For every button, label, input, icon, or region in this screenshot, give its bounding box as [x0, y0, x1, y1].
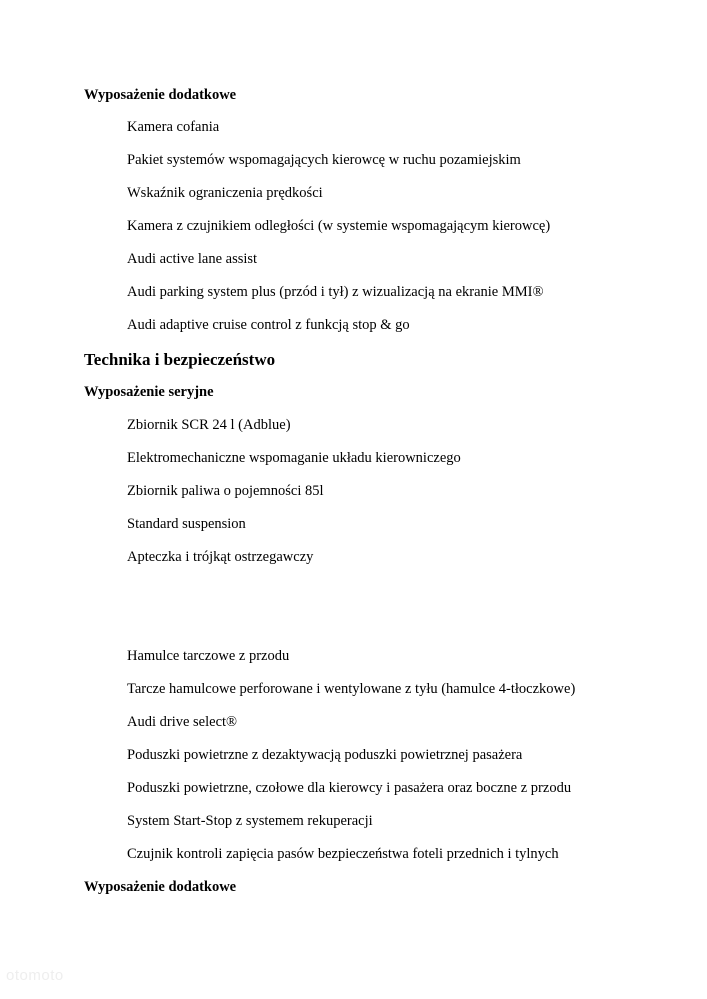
list-item: Poduszki powietrzne, czołowe dla kierowcy i pasażera oraz boczne z przodu — [127, 780, 572, 796]
list-item: Elektromechaniczne wspomaganie układu kierowniczego — [127, 450, 461, 466]
list-item: Audi drive select® — [127, 714, 238, 730]
list-item: Poduszki powietrzne z dezaktywacją poduszki powietrznej pasażera — [127, 747, 523, 763]
list-item: Standard suspension — [127, 516, 246, 532]
list-item: Zbiornik paliwa o pojemności 85l — [127, 483, 324, 499]
list-item: Zbiornik SCR 24 l (Adblue) — [127, 417, 291, 433]
watermark-logo: otomoto — [6, 967, 64, 984]
list-item: Tarcze hamulcowe perforowane i wentylowane z tyłu (hamulce 4-tłoczkowe) — [127, 681, 576, 697]
list-item: System Start-Stop z systemem rekuperacji — [127, 813, 373, 829]
list-item: Hamulce tarczowe z przodu — [127, 648, 290, 664]
list-item: Wskaźnik ograniczenia prędkości — [127, 185, 323, 201]
list-item: Audi active lane assist — [127, 251, 258, 267]
section-heading-additional-equipment-2: Wyposażenie dodatkowe — [84, 879, 237, 895]
list-item: Czujnik kontroli zapięcia pasów bezpieczeństwa foteli przednich i tylnych — [127, 846, 559, 862]
list-item: Pakiet systemów wspomagających kierowcę w ruchu pozamiejskim — [127, 152, 521, 168]
section-heading-additional-equipment: Wyposażenie dodatkowe — [84, 87, 237, 103]
list-item: Audi adaptive cruise control z funkcją stop & go — [127, 317, 410, 333]
list-item: Apteczka i trójkąt ostrzegawczy — [127, 549, 314, 565]
list-item: Kamera z czujnikiem odległości (w systemie wspomagającym kierowcę) — [127, 218, 551, 234]
list-item: Kamera cofania — [127, 119, 220, 135]
section-heading-standard-equipment: Wyposażenie seryjne — [84, 384, 214, 400]
list-item: Audi parking system plus (przód i tył) z wizualizacją na ekranie MMI® — [127, 284, 544, 300]
section-title-technology-safety: Technika i bezpieczeństwo — [84, 350, 276, 369]
